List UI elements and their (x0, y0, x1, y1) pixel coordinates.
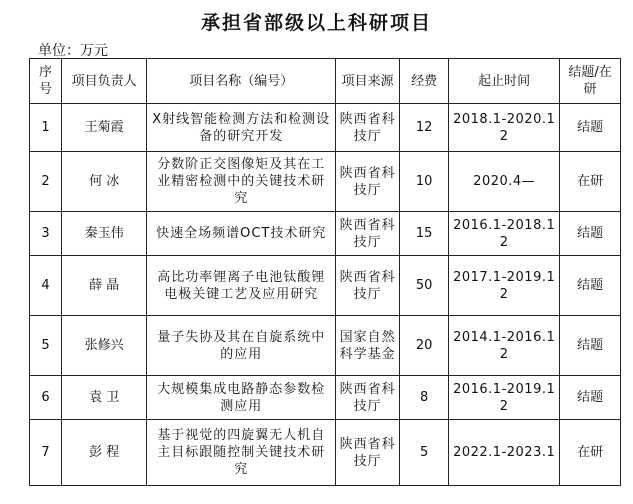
cell-source: 陕西省科技厅 (336, 104, 400, 152)
cell-status: 在研 (560, 152, 621, 212)
cell-lead: 薛 晶 (62, 256, 147, 316)
cell-funding: 8 (400, 376, 449, 420)
table-row (30, 256, 621, 316)
cell-funding: 15 (400, 212, 449, 256)
table-row (30, 152, 621, 212)
header-row (30, 59, 621, 104)
table-row (30, 376, 621, 420)
unit-label: 单位：万元 (38, 43, 108, 59)
cell-period: 2022.1-2023.1 (449, 420, 560, 486)
header-lead: 项目负责人 (62, 59, 147, 104)
cell-lead: 秦玉伟 (62, 212, 147, 256)
table-row (30, 420, 621, 486)
cell-no: 6 (30, 376, 62, 420)
cell-period: 2016.1-2018.12 (449, 212, 560, 256)
cell-funding: 10 (400, 152, 449, 212)
header-no: 序号 (30, 59, 62, 104)
cell-project-name: 高比功率锂离子电池钛酸锂电极关键工艺及应用研究 (147, 256, 336, 316)
cell-project-name: 分数阶正交图像矩及其在工业精密检测中的关键技术研究 (147, 152, 336, 212)
table-row (30, 316, 621, 376)
document-title: 承担省部级以上科研项目 (200, 12, 432, 34)
cell-project-name: X射线智能检测方法和检测设备的研究开发 (147, 104, 336, 152)
cell-source: 陕西省科技厅 (336, 152, 400, 212)
cell-no: 4 (30, 256, 62, 316)
cell-project-name: 快速全场频谱OCT技术研究 (147, 212, 336, 256)
cell-project-name: 量子失协及其在自旋系统中的应用 (147, 316, 336, 376)
cell-status: 结题 (560, 104, 621, 152)
cell-source: 陕西省科技厅 (336, 256, 400, 316)
cell-period: 2016.1-2019.12 (449, 376, 560, 420)
cell-funding: 12 (400, 104, 449, 152)
cell-funding: 20 (400, 316, 449, 376)
cell-source: 国家自然科学基金 (336, 316, 400, 376)
cell-status: 结题 (560, 316, 621, 376)
cell-funding: 5 (400, 420, 449, 486)
header-source: 项目来源 (336, 59, 400, 104)
cell-no: 2 (30, 152, 62, 212)
cell-lead: 袁 卫 (62, 376, 147, 420)
header-name: 项目名称（编号） (147, 59, 336, 104)
cell-no: 3 (30, 212, 62, 256)
table-row (30, 212, 621, 256)
cell-lead: 彭 程 (62, 420, 147, 486)
table-header (30, 59, 621, 104)
header-status: 结题/在研 (560, 59, 621, 104)
cell-period: 2017.1-2019.12 (449, 256, 560, 316)
cell-status: 在研 (560, 420, 621, 486)
cell-source: 陕西省科技厅 (336, 420, 400, 486)
cell-status: 结题 (560, 212, 621, 256)
cell-period: 2018.1-2020.12 (449, 104, 560, 152)
cell-period: 2014.1-2016.12 (449, 316, 560, 376)
cell-lead: 王菊霞 (62, 104, 147, 152)
cell-no: 1 (30, 104, 62, 152)
table-row (30, 104, 621, 152)
cell-funding: 50 (400, 256, 449, 316)
cell-no: 7 (30, 420, 62, 486)
cell-lead: 张修兴 (62, 316, 147, 376)
projects-table (29, 58, 621, 486)
cell-status: 结题 (560, 256, 621, 316)
header-funding: 经费 (400, 59, 449, 104)
cell-project-name: 基于视觉的四旋翼无人机自主目标跟随控制关键技术研究 (147, 420, 336, 486)
cell-source: 陕西省科技厅 (336, 212, 400, 256)
cell-period: 2020.4— (449, 152, 560, 212)
cell-project-name: 大规模集成电路静态参数检测应用 (147, 376, 336, 420)
cell-source: 陕西省科技厅 (336, 376, 400, 420)
table-body (30, 104, 621, 486)
cell-status: 结题 (560, 376, 621, 420)
cell-lead: 何 冰 (62, 152, 147, 212)
header-period: 起止时间 (449, 59, 560, 104)
cell-no: 5 (30, 316, 62, 376)
